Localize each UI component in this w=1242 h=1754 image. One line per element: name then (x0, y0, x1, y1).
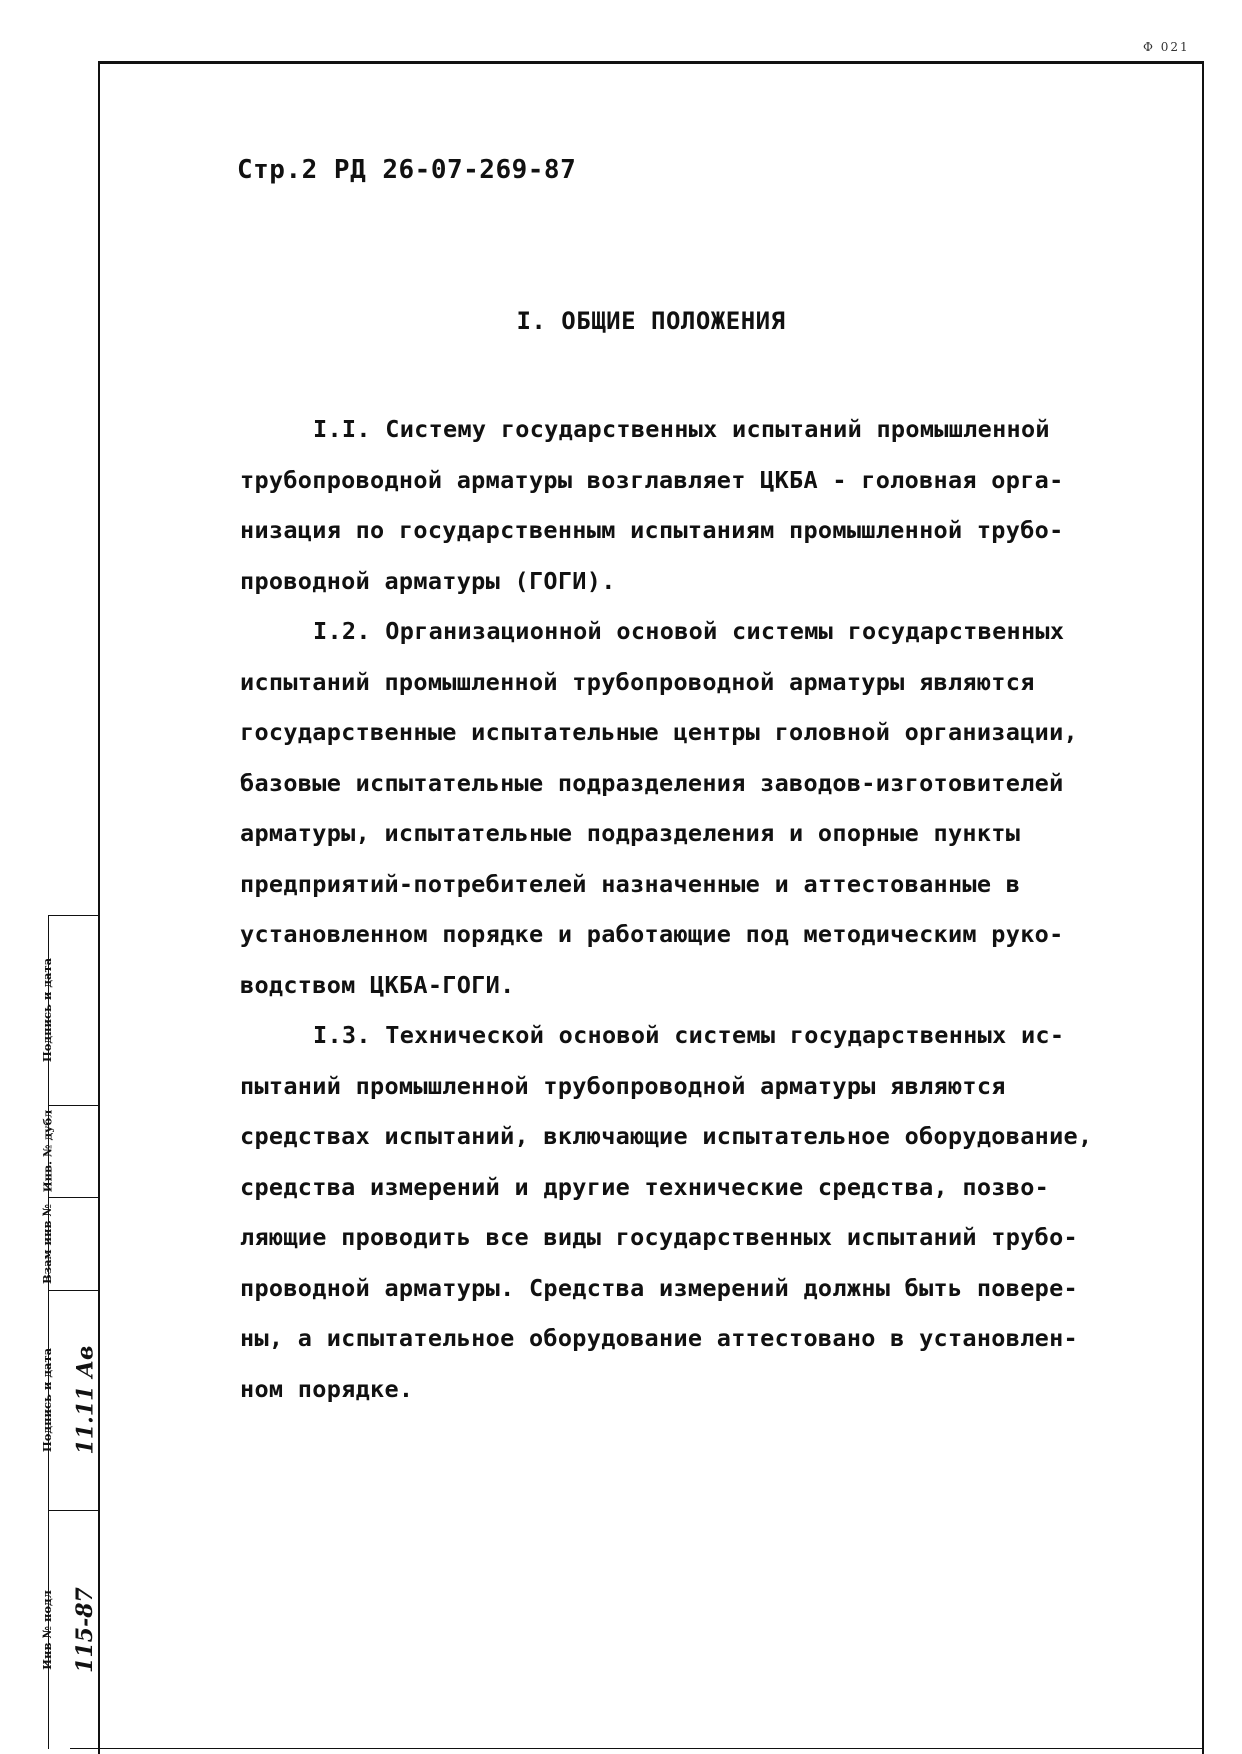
paragraph-line: средства измерений и другие технические средства, позво- (240, 1172, 1050, 1201)
paragraph-line: пытаний промышленной трубопроводной арматуры являются (240, 1071, 1006, 1100)
form-code: Ф 021 (1143, 40, 1190, 54)
paragraph-line: I.3. Технической основой системы государственных ис- (313, 1021, 1065, 1049)
paragraph-line: I.I. Систему государственных испытаний промышленной (313, 415, 1050, 443)
paragraph-line: базовые испытательные подразделения заводов-изготовителей (240, 768, 1064, 797)
frame-bottom-border (70, 1748, 1204, 1749)
body-text (240, 404, 1150, 1414)
registration-stamp-strip (30, 915, 98, 1749)
stamp-label-orig-no: Инв № подл (40, 1589, 54, 1670)
paragraph-line: установленном порядке и работающие под методическим руко- (240, 920, 1064, 948)
stamp-label-replace-no: Взам инв № (40, 1203, 55, 1284)
paragraph-line: предприятий-потребителей назначенные и аттестованные в (240, 869, 1021, 898)
handwritten-orig-number: 115-87 (72, 1586, 99, 1673)
paragraph-line: низация по государственным испытаниям промышленной трубо- (240, 516, 1064, 544)
paragraph-line: проводной арматуры. Средства измерений должны быть повере- (240, 1273, 1078, 1302)
page-reference: Стр.2 РД 26-07-269-87 (237, 155, 577, 185)
paragraph-line: ном порядке. (240, 1374, 414, 1403)
stamp-label-sign-date-2: Подпись и дата (40, 1347, 54, 1453)
frame-top-border (98, 61, 1204, 64)
section-title: I. ОБЩИЕ ПОЛОЖЕНИЯ (516, 307, 786, 335)
paragraph-line: арматуры, испытательные подразделения и опорные пункты (240, 819, 1021, 847)
stamp-label-dup-no: Инв. № дубл (40, 1109, 54, 1193)
handwritten-signature: 11.11 Ав (72, 1345, 99, 1455)
paragraph-line: средствах испытаний, включающие испытательное оборудование, (240, 1122, 1093, 1150)
paragraph-line: I.2. Организационной основой системы государственных (313, 617, 1065, 645)
paragraph-line: ляющие проводить все виды государственных испытаний трубо- (240, 1223, 1078, 1251)
paragraph-line: государственные испытательные центры головной организации, (240, 718, 1078, 746)
paragraph-line: проводной арматуры (ГОГИ). (240, 566, 616, 595)
paragraph-line: испытаний промышленной трубопроводной арматуры являются (240, 667, 1035, 696)
paragraph-line: ны, а испытательное оборудование аттестовано в установлен- (240, 1324, 1078, 1352)
paragraph-line: трубопроводной арматуры возглавляет ЦКБА - головная орга- (240, 465, 1064, 494)
stamp-label-sign-date: Подпись и дата (40, 957, 54, 1063)
paragraph-line: водством ЦКБА-ГОГИ. (240, 970, 515, 999)
